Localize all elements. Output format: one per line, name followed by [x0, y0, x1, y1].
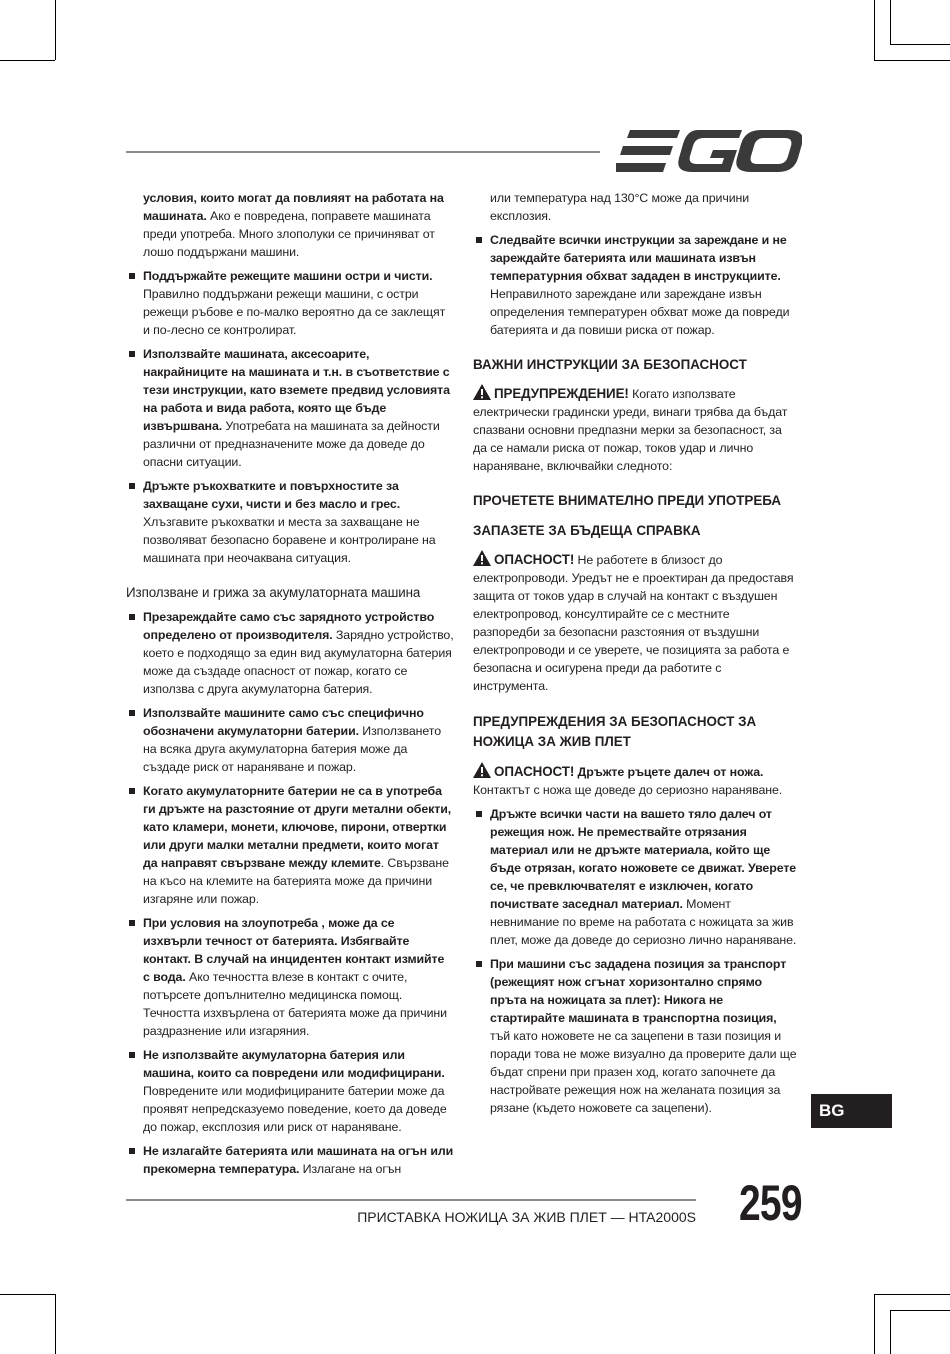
list-item: Следвайте всички инструкции за зареждане и не зареждайте батерията или машината извън температурния обхват зададен в инструкциите. Неправилното зареждане или зареждане извън определения температурен обхват може да повреди батерията и да повиши риска от пожар.	[473, 231, 799, 339]
list-item: Дръжте всички части на вашето тяло далеч от режещия нож. Не премествайте отрязания материал или не дръжте материала, който ще бъде отрязан, когато ножовете се движат. Уверете се, че превключвателят е изключен, когато почиствате заседнал материал. Момент невнимание по време на работата с ножицата за жив плет, може да доведе до сериозно лично нараняване.	[473, 805, 799, 949]
crop-mark	[874, 1294, 875, 1354]
warning-triangle-icon	[473, 384, 491, 400]
section-heading-read: ПРОЧЕТЕТЕ ВНИМАТЕЛНО ПРЕДИ УПОТРЕБА	[473, 493, 782, 508]
list-item: Не използвайте акумулаторна батерия или машина, които са повредени или модифицирани. Повредените или модифицираните батерии може да проявят непредсказуемо поведение, което да доведе до пожар, експлозия или риск от нараняване.	[126, 1046, 454, 1136]
language-tab: BG	[811, 1094, 892, 1128]
continued-paragraph: или температура над 130°C може да причини експлозия.	[490, 191, 750, 223]
footer-title: ПРИСТАВКА НОЖИЦА ЗА ЖИВ ПЛЕТ — HTA2000S	[357, 1209, 696, 1225]
crop-mark	[874, 0, 875, 60]
hedge-safety-list	[473, 805, 799, 1117]
list-item: Презареждайте само със зарядното устройство определено от производителя. Зарядно устройство, което е подходящо за един вид акумулаторна батерия може да създаде опасност от пожар, когато се използва с друга акумулаторна батерия.	[126, 608, 454, 698]
signal-word: ОПАСНОСТ!	[494, 552, 575, 567]
page-number: 259	[739, 1175, 802, 1231]
crop-mark	[874, 60, 950, 61]
list-item: При машини със зададена позиция за транспорт (режещият нож сгънат хоризонтално спрямо пръта на ножицата за плет): Никога не стартирайте машината в транспортна позиция, тъй като ножовете не са зацепени в тази позиция и поради това не може визуално да проверите дали ще бъдат спрени при празен ход, когато започнете да настройвате режещия нож на желаната позиция за рязане (където ножовете са зацепени).	[473, 955, 799, 1117]
section-heading-hedge: ПРЕДУПРЕЖДЕНИЯ ЗА БЕЗОПАСНОСТ ЗА НОЖИЦА ЗА ЖИВ ПЛЕТ	[473, 714, 757, 749]
list-item: Не излагайте батерията или машината на огън или прекомерна температура. Излагане на огън	[126, 1142, 454, 1178]
battery-care-list	[126, 608, 454, 1178]
crop-mark	[890, 1310, 950, 1311]
continued-paragraph: условия, които могат да повлияят на работата на машината. Ако е повредена, поправете машината преди употреба. Много злополуки се причиняват от лошо поддържани машини.	[143, 191, 444, 259]
right-column	[473, 189, 799, 1123]
crop-mark	[890, 44, 950, 45]
ego-logo	[616, 128, 802, 174]
section-heading-save: ЗАПАЗЕТЕ ЗА БЪДЕЩА СПРАВКА	[473, 523, 701, 538]
header-rule	[126, 151, 600, 153]
footer-rule	[126, 1199, 696, 1201]
danger-paragraph: ОПАСНОСТ! Не работете в близост до електропроводи. Уредът не е проектиран да предоставя защита от токов удар в случай на контакт с въздушен електропровод, консултирайте се с местните разпоредби за безопасни разстояния от въздушни електропроводи и се уверете, че позицията за работа е безопасна и осигурена преди да работите с инструмента.	[473, 552, 794, 693]
danger-paragraph: ОПАСНОСТ! Дръжте ръцете далеч от ножа. Контактът с ножа ще доведе до сериозно нараняване.	[473, 764, 783, 797]
list-item: Дръжте ръкохватките и повърхностите за захващане сухи, чисти и без масло и грес. Хлъзгавите ръкохватки и места за захващане не позволяват безопасно боравене и контролиране на машината при неочаквана ситуация.	[126, 477, 454, 567]
battery-section-heading: Използване и грижа за акумулаторната машина	[126, 585, 421, 600]
signal-word: ПРЕДУПРЕЖДЕНИЕ!	[494, 386, 629, 401]
crop-mark	[0, 60, 55, 61]
warning-paragraph: ПРЕДУПРЕЖДЕНИЕ! Когато използвате електрически градински уреди, винаги трябва да бъдат спазвани основни предпазни мерки за безопасност, за да се намали риска от пожар, токов удар и лично нараняване, включвайки следното:	[473, 386, 788, 473]
crop-mark	[0, 1294, 55, 1295]
section-heading-important: ВАЖНИ ИНСТРУКЦИИ ЗА БЕЗОПАСНОСТ	[473, 357, 747, 372]
tool-care-list	[126, 267, 454, 567]
crop-mark	[55, 0, 56, 60]
list-item: Поддържайте режещите машини остри и чисти. Правилно поддържани режещи машини, с остри режещи ръбове е по-малко вероятно да се заклещят и по-лесно се контролират.	[126, 267, 454, 339]
list-item: Използвайте машините само със специфично обозначени акумулаторни батерии. Използването на всяка друга акумулаторна батерия може да създаде риск от нараняване и пожар.	[126, 704, 454, 776]
crop-mark	[55, 1294, 56, 1354]
crop-mark	[874, 1294, 950, 1295]
warning-triangle-icon	[473, 550, 491, 566]
list-item: Когато акумулаторните батерии не са в употреба ги дръжте на разстояние от други метални обекти, като кламери, монети, ключове, пирони, отвертки или други малки метални предмети, които могат да направят свързване между клемите. Свързване на късо на клемите на батерията може да причини изгаряне или пожар.	[126, 782, 454, 908]
crop-mark	[890, 0, 891, 44]
crop-mark	[890, 1310, 891, 1354]
charging-list	[473, 231, 799, 339]
list-item: Използвайте машината, аксесоарите, накрайниците на машината и т.н. в съответствие с тези инструкции, като вземете предвид условията на работа и вида работа, която ще бъде извършвана. Употребата на машината за дейности различни от предназначените може да доведе до опасни ситуации.	[126, 345, 454, 471]
warning-triangle-icon	[473, 762, 491, 778]
list-item: При условия на злоупотреба , може да се изхвърли течност от батерията. Избягвайте контакт. В случай на инцидентен контакт измийте с вода. Ако течността влезе в контакт с очите, потърсете допълнително медицинска помощ. Течността изхвърлена от батерията може да причини раздразнение или изгаряния.	[126, 914, 454, 1040]
signal-word: ОПАСНОСТ!	[494, 764, 575, 779]
left-column	[126, 189, 454, 1184]
